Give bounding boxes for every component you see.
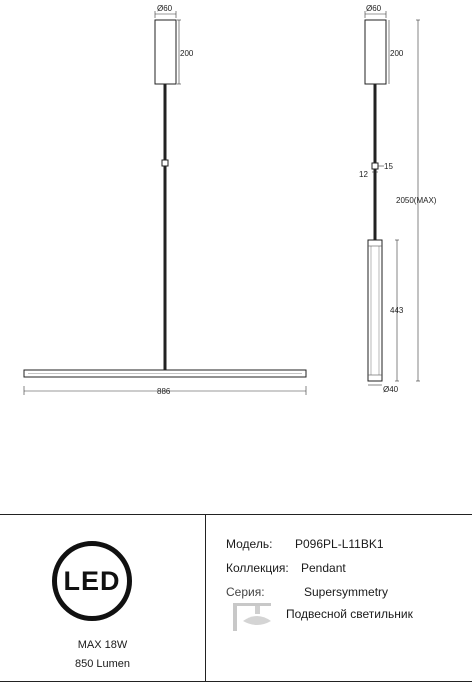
- front-cable-joint: [162, 160, 168, 166]
- side-view: [359, 4, 437, 394]
- side-cable: [374, 84, 377, 240]
- side-total-height: 2050(MAX): [396, 196, 437, 205]
- side-joint-width: 12: [359, 170, 368, 179]
- side-canopy-height: 200: [390, 49, 404, 58]
- side-canopy: [365, 20, 386, 84]
- lumen-rating: 850 Lumen: [74, 658, 131, 670]
- model-value: P096PL-L11BK1: [295, 537, 384, 551]
- product-type: Подвесной светильник: [286, 607, 413, 621]
- side-body-length: 443: [390, 306, 404, 315]
- side-joint-height: 15: [384, 162, 393, 171]
- side-light-body: [368, 240, 382, 381]
- power-rating: MAX 18W: [77, 639, 128, 651]
- series-label: Серия:: [226, 585, 265, 599]
- front-canopy: [155, 20, 176, 84]
- side-cable-joint: [372, 163, 378, 169]
- led-logo-text: LED: [63, 565, 121, 596]
- front-cable: [164, 84, 167, 370]
- front-canopy-diameter: Ø60: [157, 4, 173, 13]
- side-canopy-diameter: Ø60: [366, 4, 382, 13]
- pendant-mount-icon: [233, 597, 273, 633]
- front-canopy-height: 200: [180, 49, 194, 58]
- front-width: 886: [157, 387, 171, 396]
- collection-value: Pendant: [301, 561, 346, 575]
- series-value: Supersymmetry: [304, 585, 389, 599]
- collection-label: Коллекция:: [226, 561, 289, 575]
- spec-divider: [205, 515, 206, 681]
- led-logo-icon: [52, 541, 132, 621]
- model-label: Модель:: [226, 537, 273, 551]
- spec-table: [0, 514, 472, 682]
- side-body-diameter: Ø40: [383, 385, 399, 394]
- front-view: [24, 4, 306, 396]
